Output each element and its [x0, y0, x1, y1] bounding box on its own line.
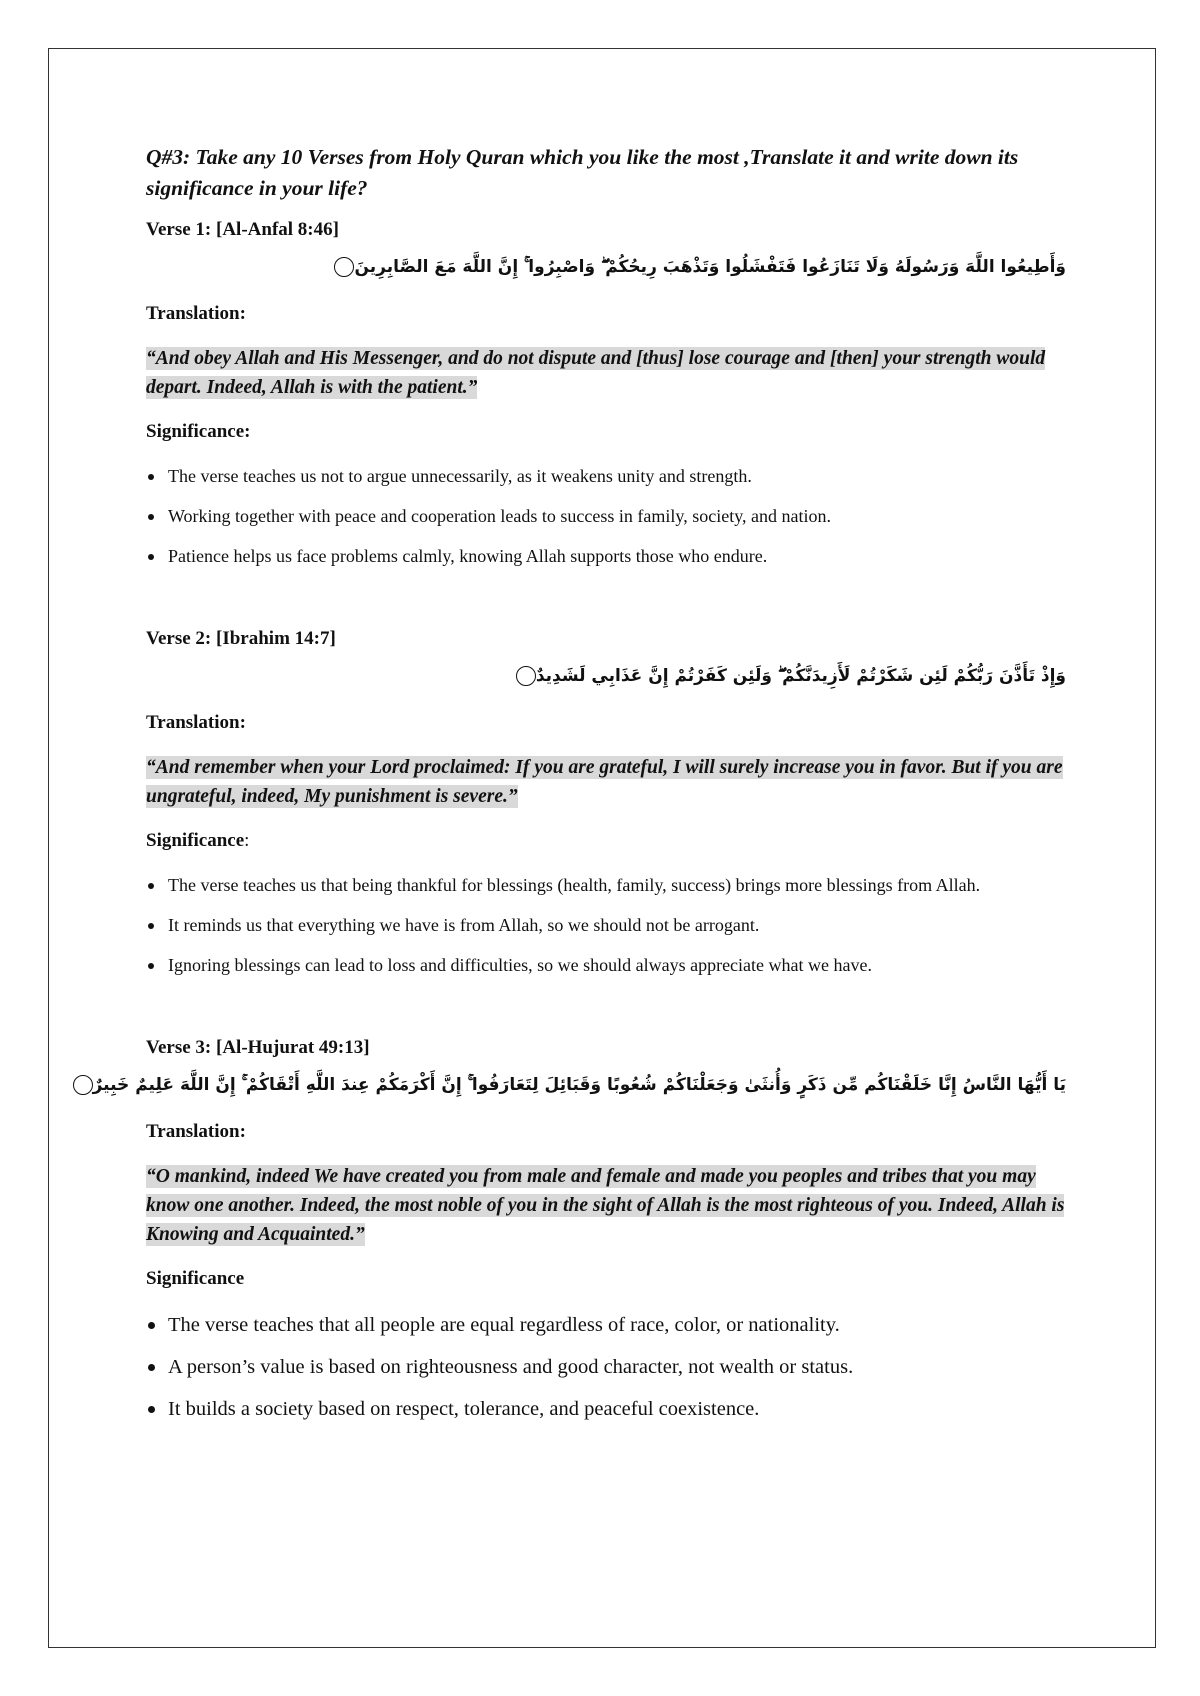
bullet-icon	[148, 474, 154, 480]
verse-section	[92, 1036, 1066, 1423]
translation-text: “And obey Allah and His Messenger, and do not dispute and [thus] lose courage and [then] your strength would depart. Indeed, Allah is with the patient.”	[146, 348, 1046, 398]
significance-list	[146, 464, 1066, 569]
significance-list	[146, 1311, 1066, 1423]
bullet-icon	[148, 1406, 155, 1413]
translation-label: Translation:	[146, 303, 246, 324]
translation-label: Translation:	[146, 712, 246, 733]
verse-heading: Verse 2: [Ibrahim 14:7]	[146, 628, 336, 649]
list-item: The verse teaches us not to argue unnecessarily, as it weakens unity and strength.	[146, 464, 1066, 489]
section-gap	[146, 569, 1066, 627]
verse-heading: Verse 1: [Al-Anfal 8:46]	[146, 219, 339, 240]
section-gap	[146, 978, 1066, 1036]
ayah-end-icon	[516, 666, 536, 686]
ayah-end-icon	[334, 257, 354, 277]
list-item: Working together with peace and cooperation leads to success in family, society, and nation.	[146, 504, 1066, 529]
verse-heading: Verse 3: [Al-Hujurat 49:13]	[146, 1037, 370, 1058]
arabic-verse: وَإِذْ تَأَذَّنَ رَبُّكُمْ لَئِن شَكَرْتُمْ لَأَزِيدَنَّكُمْ ۖ وَلَئِن كَفَرْتُمْ إِنَّ عَذَابِي لَشَدِيدٌ	[146, 661, 1066, 691]
bullet-icon	[148, 514, 154, 520]
verse-section	[146, 627, 1066, 978]
list-item: The verse teaches that all people are equal regardless of race, color, or nationality.	[146, 1311, 1066, 1339]
significance-label: Significance:	[146, 421, 251, 442]
arabic-verse: وَأَطِيعُوا اللَّهَ وَرَسُولَهُ وَلَا تَنَازَعُوا فَتَفْشَلُوا وَتَذْهَبَ رِيحُكُمْ ۖ وَاصْبِرُوا ۚ إِنَّ اللَّهَ مَعَ الصَّابِرِينَ	[146, 252, 1066, 282]
bullet-icon	[148, 1364, 155, 1371]
bullet-icon	[148, 923, 154, 929]
document-body	[92, 142, 1066, 1423]
list-item: It reminds us that everything we have is from Allah, so we should not be arrogant.	[146, 913, 1066, 938]
translation-label: Translation:	[146, 1121, 246, 1142]
verse-section	[146, 218, 1066, 569]
list-item: Patience helps us face problems calmly, knowing Allah supports those who endure.	[146, 544, 1066, 569]
list-item: A person’s value is based on righteousness and good character, not wealth or status.	[146, 1353, 1066, 1381]
arabic-verse: يَا أَيُّهَا النَّاسُ إِنَّا خَلَقْنَاكُم مِّن ذَكَرٍ وَأُنثَىٰ وَجَعَلْنَاكُمْ شُعُوبًا وَقَبَائِلَ لِتَعَارَفُوا ۚ إِنَّ أَكْرَمَكُمْ عِندَ اللَّهِ أَتْقَاكُمْ ۚ إِنَّ اللَّهَ عَلِيمٌ خَبِيرٌ	[146, 1070, 1066, 1100]
translation-text: “And remember when your Lord proclaimed: If you are grateful, I will surely increase you in favor. But if you are ungrateful, indeed, My punishment is severe.”	[146, 757, 1063, 807]
question-heading: Q#3: Take any 10 Verses from Holy Quran which you like the most ,Translate it and write down its significance in your life?	[146, 145, 1019, 200]
bullet-icon	[148, 963, 154, 969]
translation-text: “O mankind, indeed We have created you from male and female and made you peoples and tribes that you may know one another. Indeed, the most noble of you in the sight of Allah is the most righteous of you. Indeed, Allah is Knowing and Acquainted.”	[146, 1166, 1065, 1245]
ayah-end-icon	[73, 1075, 93, 1095]
list-item: It builds a society based on respect, tolerance, and peaceful coexistence.	[146, 1395, 1066, 1423]
list-item: The verse teaches us that being thankful for blessings (health, family, success) brings more blessings from Allah.	[146, 873, 1066, 898]
list-item: Ignoring blessings can lead to loss and difficulties, so we should always appreciate what we have.	[146, 953, 1066, 978]
bullet-icon	[148, 1322, 155, 1329]
significance-list	[146, 873, 1066, 978]
bullet-icon	[148, 554, 154, 560]
significance-label: Significance:	[146, 830, 250, 851]
bullet-icon	[148, 883, 154, 889]
significance-label: Significance	[146, 1268, 245, 1289]
